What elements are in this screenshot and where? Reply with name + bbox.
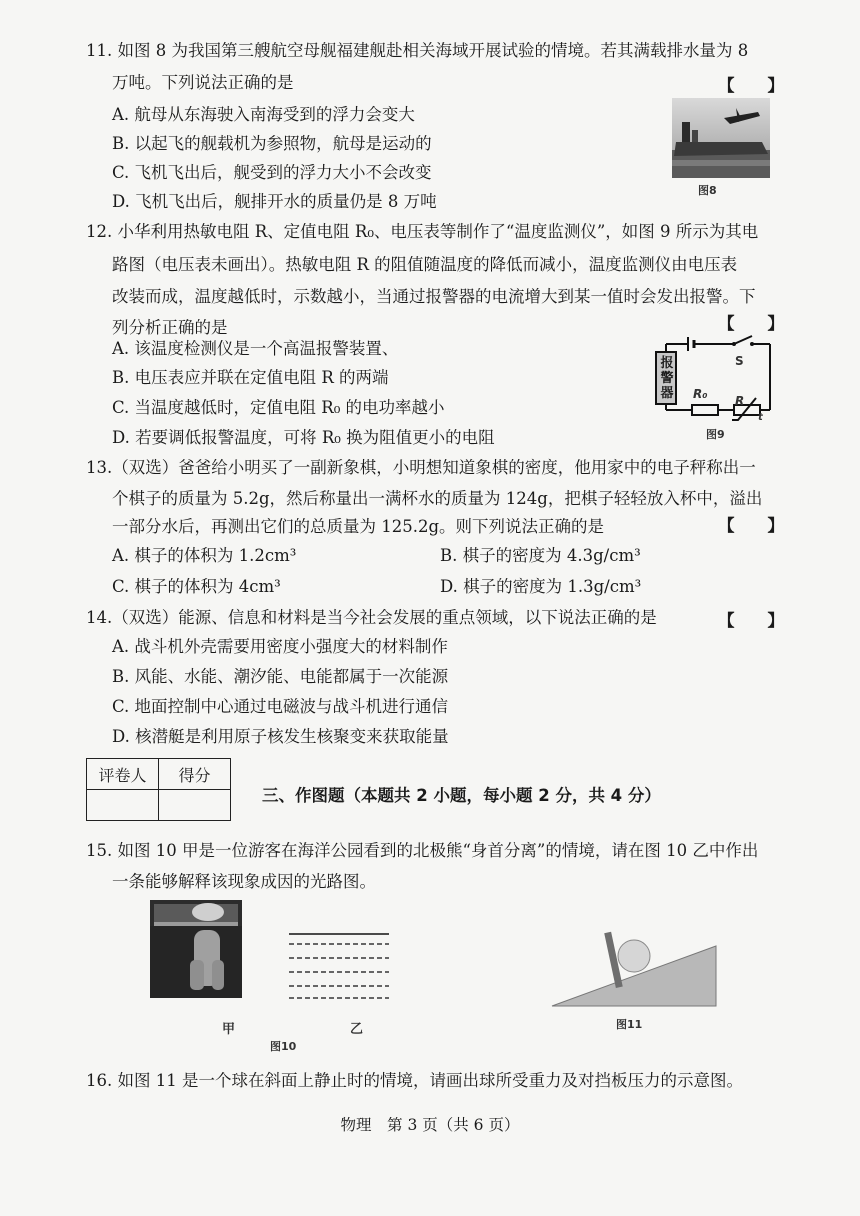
fig11-incline-diagram (548, 928, 720, 1010)
alarm-label: 报警器 (660, 356, 674, 401)
q14-option-d: D. 核潜艇是利用原子核发生核聚变来获取能量 (112, 727, 449, 746)
q11-option-a: A. 航母从东海驶入南海受到的浮力会变大 (112, 105, 415, 124)
q11-stem-line2: 万吨。下列说法正确的是 (112, 73, 294, 92)
page-footer: 物理 第 3 页（共 6 页） (340, 1116, 520, 1134)
q14-option-a: A. 战斗机外壳需要用密度小强度大的材料制作 (112, 637, 448, 656)
q11-stem-line1: 11. 如图 8 为我国第三艘航空母舰福建舰赴相关海域开展试验的情境。若其满载排水量为 8 (86, 41, 749, 60)
q11-option-b: B. 以起飞的舰载机为参照物，航母是运动的 (112, 134, 432, 153)
fig10-jia-label: 甲 (222, 1022, 236, 1037)
t-label: t (758, 412, 763, 423)
q11-answer-bracket: 【 】 (718, 76, 784, 95)
q12-option-b: B. 电压表应并联在定值电阻 R 的两端 (112, 368, 389, 387)
fig10-yi-diagram (285, 930, 395, 1000)
score-table (86, 758, 231, 821)
fig8-caption: 图8 (698, 184, 717, 197)
q11-option-d: D. 飞机飞出后，舰排开水的质量仍是 8 万吨 (112, 192, 437, 211)
q14-option-b: B. 风能、水能、潮汐能、电能都属于一次能源 (112, 667, 449, 686)
fig10-caption: 图10 (270, 1040, 297, 1053)
q13-stem-line1: 13.（双选）爸爸给小明买了一副新象棋，小明想知道象棋的密度，他用家中的电子秤称出一 (86, 458, 756, 477)
r0-label: R₀ (693, 387, 708, 401)
switch-label: S (735, 354, 744, 368)
fig10-yi-label: 乙 (350, 1022, 364, 1037)
r-label: R (735, 394, 745, 408)
section-3-heading: 三、作图题（本题共 2 小题，每小题 2 分，共 4 分） (262, 786, 661, 805)
reviewer-header: 评卷人 (87, 759, 159, 790)
fig9-caption: 图9 (706, 428, 725, 441)
q12-stem-line2: 路图（电压表未画出）。热敏电阻 R 的阻值随温度的降低而减小，温度监测仪由电压表 (112, 255, 738, 274)
q14-stem-line1: 14.（双选）能源、信息和材料是当今社会发展的重点领域，以下说法正确的是 (86, 608, 657, 627)
q13-option-c: C. 棋子的体积为 4cm³ (112, 577, 281, 596)
q15-stem-line2: 一条能够解释该现象成因的光路图。 (112, 872, 376, 891)
q13-option-b: B. 棋子的密度为 4.3g/cm³ (440, 546, 641, 565)
q11-option-c: C. 飞机飞出后，舰受到的浮力大小不会改变 (112, 163, 432, 182)
q14-answer-bracket: 【 】 (718, 611, 784, 630)
q13-option-d: D. 棋子的密度为 1.3g/cm³ (440, 577, 642, 596)
q13-stem-line3: 一部分水后，再测出它们的总质量为 125.2g。则下列说法正确的是 (112, 517, 605, 536)
score-cell[interactable] (159, 790, 231, 821)
q16-stem: 16. 如图 11 是一个球在斜面上静止时的情境，请画出球所受重力及对挡板压力的示意图。 (86, 1071, 743, 1090)
fig8-carrier-photo (672, 98, 770, 178)
q13-stem-line2: 个棋子的质量为 5.2g，然后称量出一满杯水的质量为 124g，把棋子轻轻放入杯中，溢出 (112, 489, 763, 508)
q14-option-c: C. 地面控制中心通过电磁波与战斗机进行通信 (112, 697, 449, 716)
fig10-jia-photo (150, 900, 242, 998)
q12-answer-bracket: 【 】 (718, 314, 784, 333)
q12-stem-line1: 12. 小华利用热敏电阻 R、定值电阻 R₀、电压表等制作了“温度监测仪”，如图 9 所示为其电 (86, 222, 759, 241)
reviewer-cell[interactable] (87, 790, 159, 821)
q13-answer-bracket: 【 】 (718, 516, 784, 535)
q12-stem-line4: 列分析正确的是 (112, 318, 228, 337)
fig11-caption: 图11 (616, 1018, 643, 1031)
q12-stem-line3: 改装而成，温度越低时，示数越小，当通过报警器的电流增大到某一值时会发出报警。下 (112, 287, 756, 306)
q12-option-a: A. 该温度检测仪是一个高温报警装置、 (112, 339, 399, 358)
q12-option-c: C. 当温度越低时，定值电阻 R₀ 的电功率越小 (112, 398, 445, 417)
q13-option-a: A. 棋子的体积为 1.2cm³ (112, 546, 297, 565)
q15-stem-line1: 15. 如图 10 甲是一位游客在海洋公园看到的北极熊“身首分离”的情境，请在图 10 乙中作出 (86, 841, 759, 860)
score-header: 得分 (159, 759, 231, 790)
q12-option-d: D. 若要调低报警温度，可将 R₀ 换为阻值更小的电阻 (112, 428, 495, 447)
